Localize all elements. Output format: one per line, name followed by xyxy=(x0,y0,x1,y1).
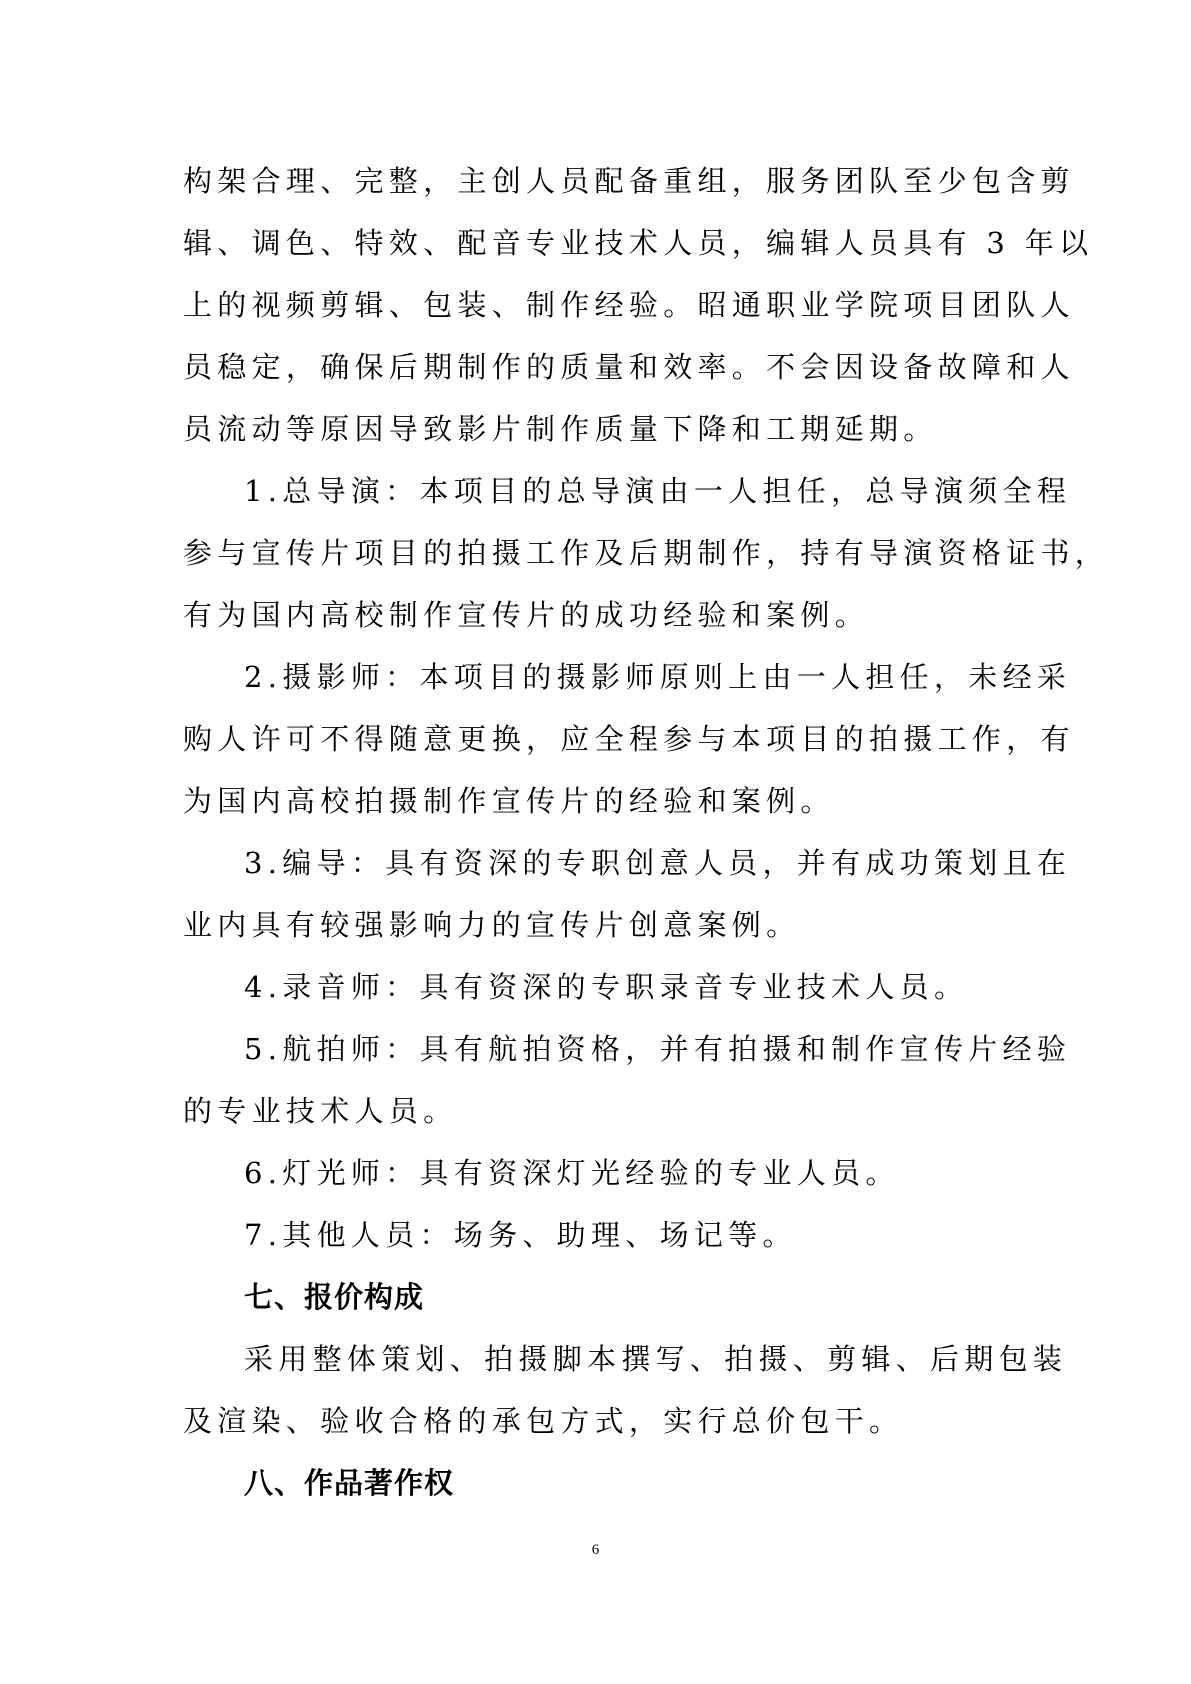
page-number: 6 xyxy=(591,1542,600,1558)
section-heading-quotation: 七、报价构成 xyxy=(244,1280,425,1314)
text-line: 的专业技术人员。 xyxy=(183,1094,458,1128)
paragraph-screenwriter-director xyxy=(183,832,1072,956)
paragraph-other-staff xyxy=(183,1204,1021,1266)
text-line: 6.灯光师：具有资深灯光经验的专业人员。 xyxy=(244,1156,900,1190)
paragraph-team-structure xyxy=(183,150,1094,460)
text-line: 为国内高校拍摄制作宣传片的经验和案例。 xyxy=(183,784,835,818)
paragraph-photographer xyxy=(183,646,1075,832)
paragraph-sound-engineer xyxy=(183,956,1021,1018)
section-heading-copyright: 八、作品著作权 xyxy=(244,1466,455,1500)
paragraph-chief-director xyxy=(183,460,1110,646)
paragraph-lighting-technician xyxy=(183,1142,1021,1204)
text-line: 5.航拍师：具有航拍资格，并有拍摄和制作宣传片经验 xyxy=(244,1032,1072,1066)
text-line: 业内具有较强影响力的宣传片创意案例。 xyxy=(183,908,801,942)
paragraph-aerial-photographer xyxy=(183,1018,1072,1142)
document-page xyxy=(183,150,1110,1514)
text-line: 7.其他人员：场务、助理、场记等。 xyxy=(244,1218,797,1252)
text-line: 及渲染、验收合格的承包方式，实行总价包干。 xyxy=(183,1404,904,1438)
text-line: 参与宣传片项目的拍摄工作及后期制作，持有导演资格证书， xyxy=(183,536,1110,570)
text-line: 构架合理、完整，主创人员配备重组，服务团队至少包含剪 xyxy=(183,164,1075,198)
text-line: 有为国内高校制作宣传片的成功经验和案例。 xyxy=(183,598,870,632)
text-line: 员流动等原因导致影片制作质量下降和工期延期。 xyxy=(183,412,938,446)
text-line: 4.录音师：具有资深的专职录音专业技术人员。 xyxy=(244,970,969,1004)
paragraph-quotation xyxy=(183,1328,1068,1452)
text-line: 辑、调色、特效、配音专业技术人员，编辑人员具有 3 年以 xyxy=(183,226,1094,260)
text-line: 采用整体策划、拍摄脚本撰写、拍摄、剪辑、后期包装 xyxy=(244,1342,1068,1376)
text-line: 2.摄影师：本项目的摄影师原则上由一人担任，未经采 xyxy=(244,660,1072,694)
text-line: 上的视频剪辑、包装、制作经验。昭通职业学院项目团队人 xyxy=(183,288,1075,322)
text-line: 3.编导：具有资深的专职创意人员，并有成功策划且在 xyxy=(244,846,1072,880)
text-line: 购人许可不得随意更换，应全程参与本项目的拍摄工作，有 xyxy=(183,722,1075,756)
text-line: 1.总导演：本项目的总导演由一人担任，总导演须全程 xyxy=(244,474,1072,508)
text-line: 员稳定，确保后期制作的质量和效率。不会因设备故障和人 xyxy=(183,350,1075,384)
